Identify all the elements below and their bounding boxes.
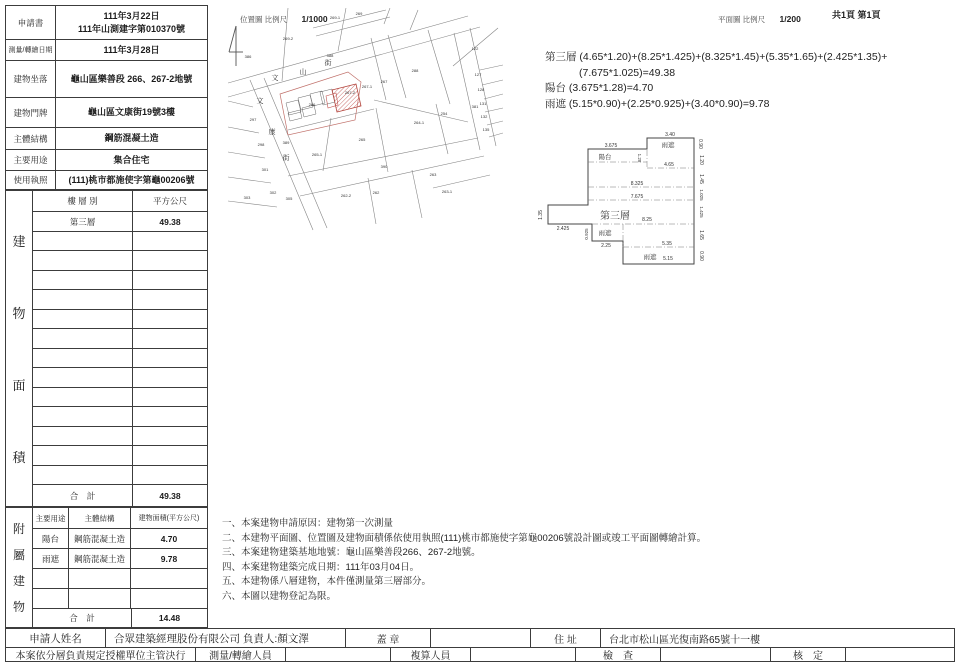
empty-row [33,289,207,308]
svg-text:1.28: 1.28 [637,153,642,163]
svg-text:5.15: 5.15 [663,256,673,262]
header-row [33,191,207,211]
svg-text:0.90: 0.90 [697,139,703,149]
svg-text:127: 127 [474,72,482,77]
svg-text:雨遮: 雨遮 [598,230,612,237]
table-row [6,97,207,127]
side-char: 面 [12,377,26,393]
approve-blank [846,648,954,661]
empty-row [33,445,207,464]
row-label: 測量/轉繪日期 [6,40,56,60]
row-value [56,6,207,39]
authorization-text: 本案依分層負責規定授權單位主管決行 [6,648,196,661]
annex-area: 4.70 [130,529,207,548]
formula-line: 第三層 (4.65*1.20)+(8.25*1.425)+(8.325*1.45)+(5.35*1.65)+(2.425*1.35)+ [545,51,888,63]
svg-text:5.35: 5.35 [662,241,672,247]
svg-text:山: 山 [299,69,307,76]
svg-text:254: 254 [440,111,448,116]
svg-text:264-1: 264-1 [413,120,425,125]
empty-row [33,231,207,250]
svg-text:266: 266 [308,102,316,107]
col-header-floor: 樓 層 別 [67,196,98,206]
surveyor-blank [286,648,391,661]
empty-row [33,568,207,588]
row-label: 主要用途 [6,150,56,170]
empty-row [33,367,207,386]
svg-text:康: 康 [268,129,276,136]
svg-text:1.425: 1.425 [699,206,704,218]
table-row [33,548,207,568]
svg-text:街: 街 [282,155,290,162]
svg-text:262-2: 262-2 [340,193,352,198]
svg-text:1.35: 1.35 [538,210,544,220]
svg-text:303: 303 [243,195,251,200]
row-label: 使用執照 [6,171,56,189]
total-label: 合 計 [69,490,96,501]
table-row [6,6,207,39]
row-value: 111年3月28日 [103,44,160,55]
empty-row [33,588,207,608]
site-map-scale-value: 1/1000 [301,14,328,24]
svg-text:267-1: 267-1 [361,84,373,89]
note-item: 五、本建物係八層建物，本件僅測量第三層部分。 [222,576,432,588]
inspect-label: 檢 查 [576,648,661,661]
floor-outline [548,138,694,264]
formula-line: 陽台 (3.675*1.28)=4.70 [545,82,654,94]
svg-text:0.925: 0.925 [584,228,589,240]
empty-row [33,328,207,347]
svg-text:269-1: 269-1 [329,15,341,20]
svg-text:128: 128 [477,87,485,92]
svg-text:298: 298 [257,142,265,147]
empty-row [33,250,207,269]
total-value: 14.48 [131,609,207,627]
approve-label: 核 定 [771,648,846,661]
seal-blank [431,629,531,647]
row-value: 龜山區文康街19號3樓 [87,107,176,118]
table-row [6,39,207,60]
note-item: 六、本圖以建物登記為限。 [222,590,337,602]
floor-plan-scale-value: 1/200 [779,14,801,24]
svg-text:267-2: 267-2 [344,90,356,95]
applicant-label: 申請人姓名 [6,629,106,647]
floor-area-grid [33,191,207,506]
side-char: 附 [12,522,25,537]
svg-text:4.65: 4.65 [664,162,674,168]
svg-text:3.675: 3.675 [604,143,618,149]
svg-text:1.45: 1.45 [698,174,704,184]
svg-text:301: 301 [261,167,269,172]
svg-text:132: 132 [480,114,488,119]
table-row [6,170,207,189]
svg-text:8.325: 8.325 [630,181,644,187]
area-calculation-formulas [545,50,887,112]
col-header-structure: 主體結構 [68,508,130,528]
table-row [6,60,207,97]
row-label: 建物坐落 [6,61,56,97]
svg-text:1.025: 1.025 [699,189,704,201]
annex-grid [33,508,207,627]
svg-text:269: 269 [355,11,363,16]
svg-text:265: 265 [358,137,366,142]
table-row [33,528,207,548]
floor-plan-scale [718,9,801,27]
total-row [33,484,207,506]
cadastral-lines [228,8,503,230]
north-arrow-icon [229,26,243,66]
svg-text:302: 302 [269,190,277,195]
svg-text:388: 388 [326,53,334,58]
svg-text:265-1: 265-1 [311,152,323,157]
svg-text:297: 297 [249,117,257,122]
value-line1: 111年3月22日 [103,11,160,22]
svg-text:8.25: 8.25 [642,217,652,223]
svg-text:3.40: 3.40 [665,132,675,138]
row-value: 龜山區樂善段 266、267-2地號 [70,73,193,84]
empty-row [33,465,207,484]
svg-text:0.90: 0.90 [698,251,704,261]
annex-area: 9.78 [130,549,207,568]
side-char: 物 [12,306,26,322]
site-map-scale-label: 位置圖 比例尺 [240,15,288,24]
svg-text:122: 122 [471,46,479,51]
seal-label: 蓋 章 [346,629,431,647]
annex-use: 雨遮 [41,553,59,564]
checker-blank [471,648,576,661]
formula-line: 雨遮 (5.15*0.90)+(2.25*0.925)+(3.40*0.90)=9.78 [545,97,770,110]
empty-row [33,426,207,445]
svg-text:1.20: 1.20 [698,155,704,165]
address-value: 台北市松山區光復南路65號十一樓 [609,634,761,646]
site-plan-labels [244,11,490,201]
col-header-area: 建物面積(平方公尺) [130,508,207,528]
svg-text:135: 135 [482,127,490,132]
svg-text:雨遮: 雨遮 [643,254,657,261]
svg-text:文: 文 [256,98,264,105]
svg-text:街: 街 [324,60,332,67]
header-row [33,508,207,528]
row-value: 集合住宅 [113,154,150,165]
table-row [33,211,207,231]
red-parcel-boundary [280,72,361,135]
total-label: 合 計 [69,613,95,623]
empty-row [33,270,207,289]
inspect-blank [661,648,771,661]
svg-text:文: 文 [271,75,279,82]
annex-side-label [6,508,33,627]
svg-text:269-2: 269-2 [282,36,294,41]
note-item: 二、本建物平面圖、位置圖及建物面積係依使用執照(111)桃市都施使字第龜00206號設計圖或竣工平面圖轉繪計算。 [222,532,707,544]
total-row [33,608,207,627]
value-line2: 111年山測建字第010370號 [77,23,186,34]
checker-label: 複算人員 [391,648,471,661]
annex-table [5,507,208,628]
table-row [6,127,207,149]
col-header-area: 平方公尺 [132,191,207,211]
row-value: (111)桃市都施使字第龜00206號 [68,174,195,185]
building-info-table [5,5,208,190]
floor-area-table [5,190,208,507]
svg-text:131: 131 [479,101,487,106]
floor-name: 第三層 [69,216,96,227]
floor-area-side-label [6,191,33,506]
annex-structure: 鋼筋混凝土造 [68,549,130,568]
side-char: 屬 [12,548,25,563]
floor-plan-labels [538,132,704,262]
svg-text:263: 263 [429,172,437,177]
col-header-use: 主要用途 [35,513,66,523]
side-char: 物 [12,599,25,614]
svg-text:雨遮: 雨遮 [661,142,675,149]
applicant-name: 合眾建築經理股份有限公司 負責人:顏文澤 [106,629,346,647]
svg-text:第三層: 第三層 [600,211,630,222]
note-item: 一、本案建物申請原因：建物第一次測量 [222,518,394,529]
empty-row [33,387,207,406]
svg-text:267: 267 [380,79,388,84]
page-count: 共1頁 第1頁 [832,10,881,20]
total-value: 49.38 [132,485,207,506]
svg-text:386: 386 [244,54,252,59]
annex-structure: 鋼筋混凝土造 [68,529,130,548]
side-char: 建 [12,573,25,588]
svg-text:305: 305 [285,196,293,201]
side-char: 建 [12,234,26,250]
approval-row [5,648,955,662]
empty-row [33,406,207,425]
svg-text:381: 381 [471,104,479,109]
row-value: 鋼筋混凝土造 [104,133,159,144]
svg-text:262: 262 [372,190,380,195]
svg-text:390: 390 [380,164,388,169]
floor-plan-drawing [535,128,720,273]
address-label: 住 址 [531,629,601,647]
svg-text:288: 288 [411,68,419,73]
floor-area-value: 49.38 [132,212,207,231]
note-item: 三、本案建物建築基地地號：龜山區樂善段266、267-2地號。 [222,547,481,559]
applicant-row [5,628,955,648]
table-row [6,149,207,170]
annex-use: 陽台 [41,533,59,544]
empty-row [33,348,207,367]
row-label: 建物門牌 [6,98,56,127]
empty-row [33,309,207,328]
site-plan-map [228,8,503,233]
row-label: 申請書 [6,6,56,39]
svg-text:389: 389 [282,140,290,145]
side-char: 積 [12,449,26,465]
svg-text:陽台: 陽台 [598,154,612,161]
note-item: 四、本案建物建築完成日期：111年03月04日。 [222,561,420,573]
svg-text:1.65: 1.65 [698,230,704,240]
svg-text:263-1: 263-1 [441,189,453,194]
surveyor-label: 測量/轉繪人員 [196,648,286,661]
formula-line: (7.675*1.025)=49.38 [579,66,676,79]
svg-text:7.675: 7.675 [630,194,644,200]
svg-text:2.25: 2.25 [601,243,611,249]
floor-plan-scale-label: 平面圖 比例尺 [718,15,766,24]
row-label: 主體結構 [6,128,56,149]
notes-list [222,517,706,605]
svg-text:2.425: 2.425 [556,226,570,232]
